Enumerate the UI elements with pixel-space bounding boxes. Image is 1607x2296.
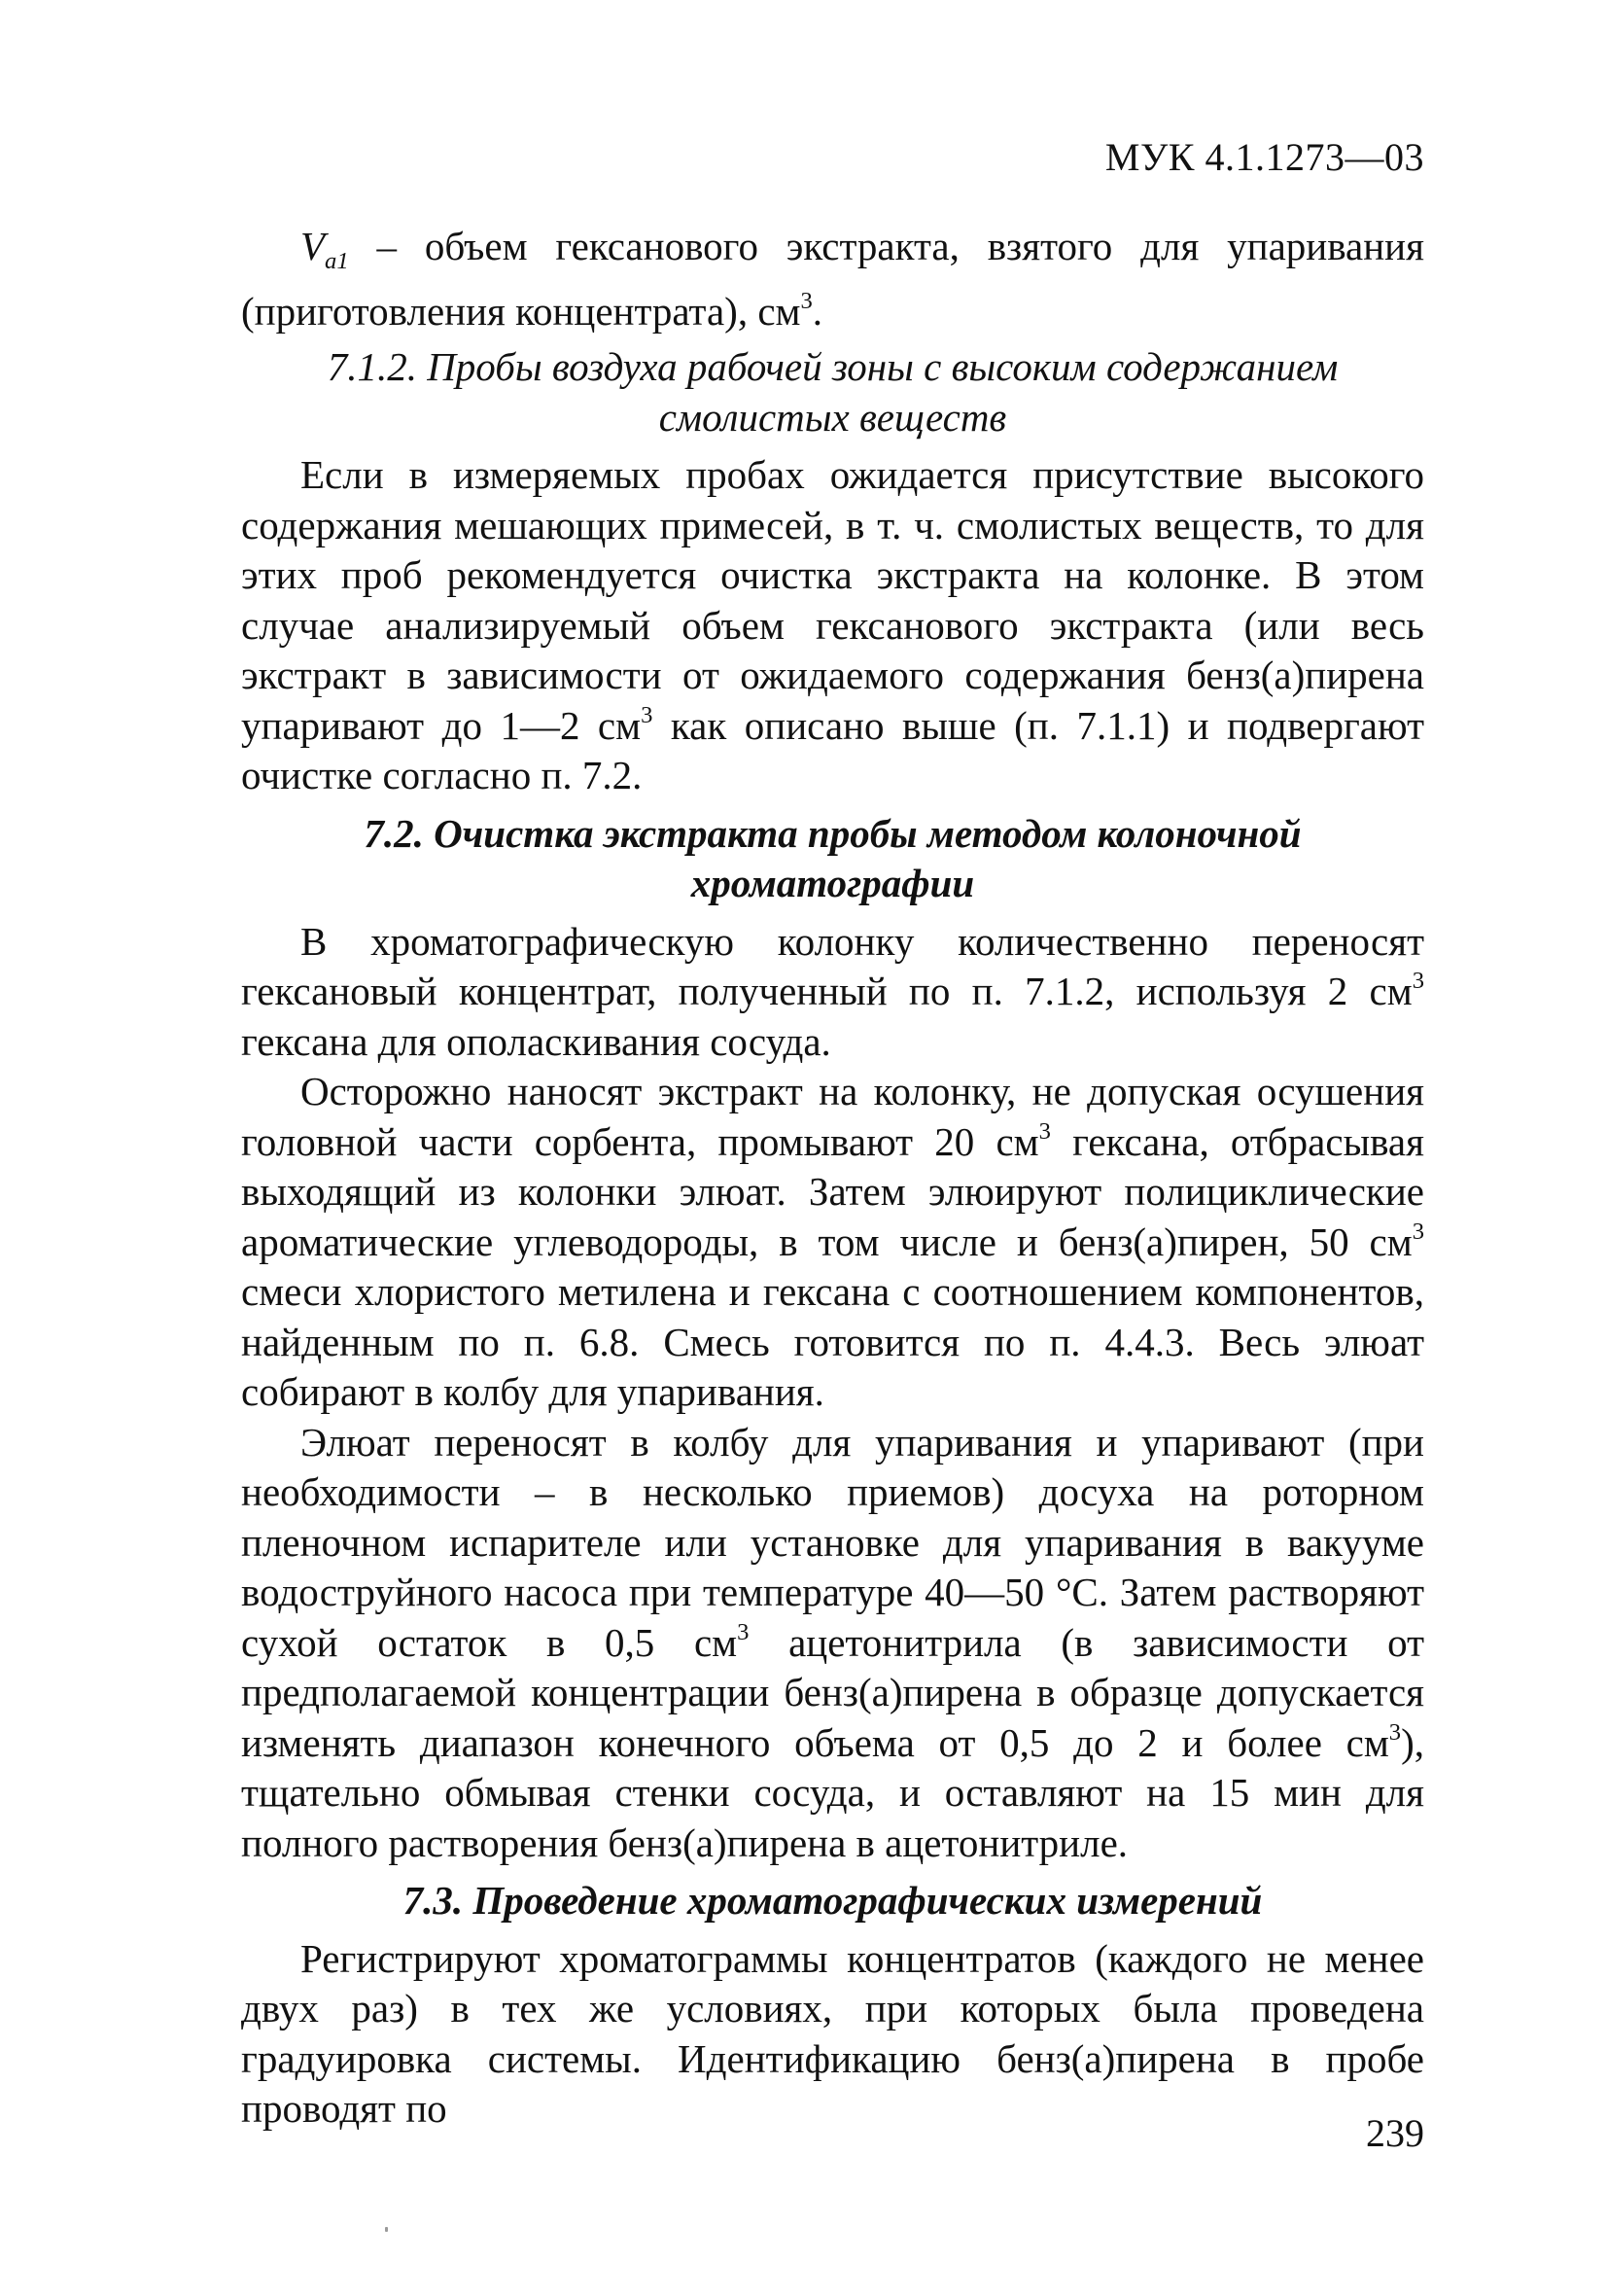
paragraph-7-2-3: Элюат переносят в колбу для упаривания и упаривают (при необходимости – в несколько приемов) досуха на роторном пленочном испарителе или установке для упаривания в вакууме водоструйного насоса при температуре 40—50 °С. Затем растворяют сухой остаток в 0,5 $см^3$ ацетонитрила (в зависимости от предполагаемой концентрации бенз(а)пирена в образце допускается изменять диапазон конечного объема от 0,5 до 2 и более $см^3$), тщательно обмывая стенки сосуда, и оставляют на 15 мин для полного растворения бенз(а)пирена в ацетонитриле. xyxy=(241,1419,1425,1865)
section-heading-7-3: 7.3. Проведение хроматографических измерений xyxy=(402,1878,1263,1924)
superscript: 3 xyxy=(1412,1218,1424,1245)
variable-definition: $V_{а1}$ – объем гексанового экстракта, взятого для упаривания (приготовления концентрата), $см^3$. xyxy=(241,224,1424,334)
section-heading-7-1-2: 7.1.2. Пробы воздуха рабочей зоны с высоким содержанием смолистых веществ xyxy=(327,344,1339,440)
page-content xyxy=(241,222,1424,2135)
variable-definition-text: – объем гексанового экстракта, взятого для упаривания (приготовления концентрата), см xyxy=(241,224,1424,334)
document-code-header: МУК 4.1.1273—03 xyxy=(1104,135,1424,179)
section-heading-7-2: 7.2. Очистка экстракта пробы методом колоночной хроматографии xyxy=(364,810,1302,906)
superscript: 3 xyxy=(1412,967,1424,994)
scan-speck xyxy=(385,2227,388,2232)
variable-symbol: $V_{а1}$ xyxy=(300,224,349,275)
paragraph-7-3: Регистрируют хроматограммы концентратов (каждого не менее двух раз) в тех же условиях, при которых была проведена градуировка системы. Идентификацию бенз(а)пирена в пробе проводят по xyxy=(241,1935,1424,2132)
superscript: 3 xyxy=(1038,1117,1051,1145)
paragraph-7-2-1: В хроматографическую колонку количественно переносят гексановый концентрат, полученный по п. 7.1.2, используя 2 $см^3$ гексана для ополаскивания сосуда. xyxy=(241,918,1424,1064)
paragraph-7-1-2: Если в измеряемых пробах ожидается присутствие высокого содержания мешающих примесей, в т. ч. смолистых веществ, то для этих проб рекомендуется очистка экстракта на колонке. В этом случае анализируемый объем гексанового экстракта (или весь экстракт в зависимости от ожидаемого содержания бенз(а)пирена упаривают до 1—2 $см^3$ как описано выше (п. 7.1.1) и подвергают очистке согласно п. 7.2. xyxy=(241,452,1424,798)
superscript: 3 xyxy=(641,701,653,728)
page-number: 239 xyxy=(1366,2111,1424,2155)
superscript: 3 xyxy=(1388,1718,1402,1746)
superscript: 3 xyxy=(800,287,813,314)
superscript: 3 xyxy=(737,1618,750,1645)
paragraph-7-2-2: Осторожно наносят экстракт на колонку, не допуская осушения головной части сорбента, промывают 20 $см^3$ гексана, отбрасывая выходящий из колонки элюат. Затем элюируют полициклические ароматические углеводороды, в том числе и бенз(а)пирен, 50 $см^3$ смеси хлористого метилена и гексана с соотношением компонентов, найденным по п. 6.8. Смесь готовится по п. 4.4.3. Весь элюат собирают в колбу для упаривания. xyxy=(241,1069,1424,1415)
